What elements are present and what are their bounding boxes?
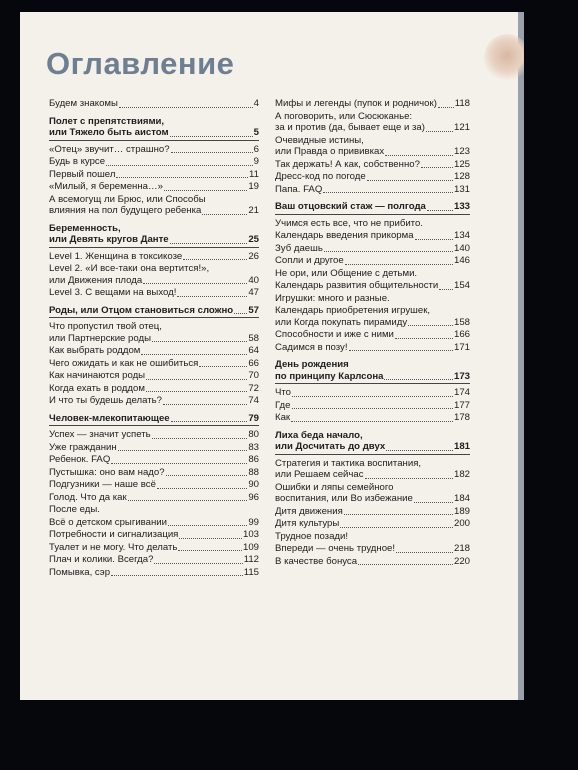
toc-page-number: 57 — [248, 304, 259, 316]
toc-entry — [275, 305, 470, 328]
toc-leader-dots — [157, 488, 247, 489]
toc-entry-text: Папа. FAQ — [275, 183, 323, 195]
toc-leader-dots — [111, 463, 247, 464]
toc-entry — [49, 144, 259, 156]
toc-entry — [49, 504, 259, 516]
toc-page-number: 25 — [248, 234, 259, 245]
toc-leader-dots — [345, 264, 453, 265]
toc-entry-text: После еды. — [49, 504, 100, 515]
toc-entry-text: Level 3. С вещами на выход! — [49, 287, 177, 298]
toc-page-number: 189 — [453, 505, 470, 517]
toc-leader-dots — [178, 550, 242, 551]
toc-entry-text: Дитя движения — [275, 505, 343, 517]
toc-page-number: 70 — [248, 370, 259, 381]
toc-section-heading — [275, 430, 470, 455]
toc-page-number: 154 — [453, 280, 470, 291]
toc-column-left — [49, 98, 259, 579]
toc-entry — [275, 184, 470, 196]
toc-entry — [275, 342, 470, 354]
toc-page-number: 96 — [248, 491, 259, 503]
toc-entry — [49, 321, 259, 344]
toc-entry-text: Где — [275, 399, 291, 411]
toc-page-number: 5 — [253, 127, 259, 138]
toc-entry — [49, 181, 259, 193]
toc-entry-text: Потребности и сигнализация — [49, 529, 179, 540]
toc-leader-dots — [168, 525, 247, 526]
toc-entry-text: Подгузники — наше всё — [49, 479, 156, 490]
toc-page-number: 166 — [453, 329, 470, 340]
toc-leader-dots — [385, 155, 453, 156]
toc-leader-dots — [146, 379, 247, 380]
toc-entry — [275, 329, 470, 341]
toc-entry-text: влияния на пол будущего ребенка — [49, 205, 202, 216]
toc-entry — [49, 98, 259, 110]
toc-leader-dots — [291, 421, 453, 422]
toc-leader-dots — [116, 177, 248, 178]
toc-page-number: 11 — [249, 168, 259, 180]
toc-entry-text: Будем знакомы — [49, 98, 118, 109]
toc-leader-dots — [141, 354, 247, 355]
toc-leader-dots — [119, 107, 253, 108]
toc-entry — [275, 171, 470, 183]
toc-entry-text: Чего ожидать и как не ошибиться — [49, 357, 199, 369]
page-stain — [484, 34, 524, 82]
toc-entry-text: Роды, или Отцом становиться сложно — [49, 304, 234, 316]
toc-entry — [275, 556, 470, 568]
toc-entry-text: «Милый, я беременна…» — [49, 181, 163, 192]
toc-page-number: 86 — [248, 454, 259, 465]
toc-page-number: 112 — [243, 554, 259, 565]
toc-entry-text: Стратегия и тактика воспитания, — [275, 457, 422, 469]
toc-entry-text: воспитания, или Во избежание — [275, 493, 413, 504]
toc-page-number: 99 — [248, 516, 259, 528]
toc-page-number: 9 — [253, 156, 259, 167]
toc-leader-dots — [386, 450, 453, 451]
toc-entry-text: Зуб даешь — [275, 242, 323, 254]
toc-page-number: 21 — [248, 205, 259, 216]
page-title: Оглавление — [46, 46, 235, 81]
toc-entry-text: Мифы и легенды (пупок и родничок) — [275, 98, 437, 109]
toc-page-number: 4 — [253, 98, 259, 109]
toc-entry — [49, 454, 259, 466]
toc-leader-dots — [170, 243, 248, 244]
toc-entry-text: Так держать! А как, собственно? — [275, 158, 420, 170]
toc-entry-text: или Тяжело быть аистом — [49, 127, 169, 138]
toc-entry-text: Будь в курсе — [49, 156, 106, 167]
toc-entry — [49, 169, 259, 181]
toc-entry — [49, 156, 259, 168]
toc-entry — [275, 458, 470, 481]
toc-leader-dots — [292, 396, 453, 397]
toc-leader-dots — [106, 165, 253, 166]
toc-leader-dots — [152, 438, 248, 439]
toc-entry — [275, 518, 470, 530]
toc-entry-text: Лиха беда начало, — [275, 429, 363, 441]
toc-page-number: 123 — [453, 146, 470, 157]
toc-entry-text: Дитя культуры — [275, 518, 340, 529]
toc-page-number: 125 — [453, 158, 470, 170]
toc-entry — [275, 482, 470, 505]
toc-section-heading — [49, 305, 259, 319]
toc-entry-text: Level 1. Женщина в токсикозе — [49, 250, 183, 262]
toc-leader-dots — [171, 421, 248, 422]
toc-entry — [49, 467, 259, 479]
toc-leader-dots — [163, 404, 247, 405]
toc-page-number: 171 — [453, 341, 470, 353]
toc-page-number: 121 — [453, 122, 470, 133]
toc-leader-dots — [118, 450, 248, 451]
toc-section-heading — [275, 201, 470, 215]
toc-entry — [49, 395, 259, 407]
toc-entry — [275, 218, 470, 230]
toc-entry — [275, 230, 470, 242]
toc-page-number: 83 — [248, 441, 259, 453]
toc-entry-text: А поговорить, или Сюсюканье: — [275, 110, 413, 122]
toc-page-number: 181 — [453, 441, 470, 452]
toc-leader-dots — [179, 538, 242, 539]
toc-page-number: 79 — [248, 412, 259, 424]
toc-entry-text: Голод. Что да как — [49, 491, 127, 503]
toc-leader-dots — [395, 338, 453, 339]
toc-entry — [49, 370, 259, 382]
toc-leader-dots — [154, 563, 242, 564]
toc-entry — [49, 492, 259, 504]
toc-leader-dots — [171, 152, 253, 153]
toc-entry-text: Не ори, или Общение с детьми. — [275, 267, 418, 279]
toc-entry — [275, 543, 470, 555]
toc-entry-text: Впереди — очень трудное! — [275, 543, 396, 554]
toc-entry-text: Как — [275, 412, 291, 423]
toc-entry-text: или Досчитать до двух — [275, 441, 386, 452]
toc-leader-dots — [199, 366, 247, 367]
toc-leader-dots — [427, 210, 453, 211]
toc-entry-text: Туалет и не могу. Что делать — [49, 541, 178, 553]
toc-page-number: 134 — [453, 230, 470, 241]
toc-leader-dots — [183, 259, 247, 260]
toc-leader-dots — [439, 289, 453, 290]
toc-entry-text: Ребенок. FAQ — [49, 454, 111, 465]
toc-page-number: 118 — [454, 98, 470, 109]
toc-entry — [275, 293, 470, 305]
toc-page-number: 19 — [248, 181, 259, 192]
toc-entry — [49, 554, 259, 566]
toc-entry — [49, 251, 259, 263]
toc-entry-text: Всё о детском срыгивании — [49, 516, 168, 528]
toc-leader-dots — [166, 475, 248, 476]
toc-leader-dots — [128, 500, 248, 501]
toc-leader-dots — [414, 502, 453, 503]
toc-leader-dots — [146, 391, 247, 392]
toc-entry-text: Способности и иже с ними — [275, 329, 394, 340]
toc-page-number: 90 — [248, 479, 259, 490]
toc-section-heading — [49, 223, 259, 248]
toc-leader-dots — [202, 214, 247, 215]
toc-entry-text: за и против (да, бывает еще и за) — [275, 122, 425, 133]
toc-entry — [275, 412, 470, 424]
toc-entry-text: Учимся есть все, что не прибито. — [275, 217, 423, 229]
toc-page-number: 220 — [453, 555, 470, 567]
toc-entry — [275, 400, 470, 412]
toc-entry — [275, 159, 470, 171]
toc-entry-text: или Когда покупать пирамиду — [275, 316, 408, 328]
toc-page-number: 72 — [248, 382, 259, 394]
toc-entry — [49, 383, 259, 395]
toc-entry-text: Календарь развития общительности — [275, 280, 439, 291]
toc-entry-text: по принципу Карлсона — [275, 370, 384, 382]
toc-leader-dots — [408, 325, 453, 326]
toc-entry-text: или Решаем сейчас — [275, 469, 364, 480]
toc-entry — [275, 387, 470, 399]
toc-leader-dots — [324, 251, 453, 252]
toc-entry-text: Игрушки: много и разные. — [275, 292, 390, 304]
toc-entry — [49, 479, 259, 491]
toc-entry — [49, 287, 259, 299]
toc-leader-dots — [164, 190, 247, 191]
toc-leader-dots — [367, 180, 453, 181]
toc-page-number: 174 — [453, 387, 470, 398]
toc-entry-text: Как начинаются роды — [49, 370, 146, 381]
toc-entry — [275, 280, 470, 292]
toc-section-heading — [275, 359, 470, 384]
toc-leader-dots — [438, 107, 454, 108]
toc-leader-dots — [152, 341, 247, 342]
toc-leader-dots — [344, 514, 453, 515]
toc-entry — [275, 135, 470, 158]
toc-entry — [49, 263, 259, 286]
toc-entry-text: или Правда о прививках — [275, 146, 385, 157]
toc-leader-dots — [358, 564, 453, 565]
toc-page-number: 184 — [453, 493, 470, 504]
toc-entry — [49, 567, 259, 579]
toc-page-number: 109 — [242, 541, 259, 553]
toc-leader-dots — [340, 527, 453, 528]
toc-page-number: 6 — [253, 143, 259, 155]
toc-page-number: 26 — [248, 250, 259, 262]
toc-leader-dots — [177, 296, 247, 297]
toc-entry-text: Человек-млекопитающее — [49, 412, 170, 424]
toc-page-number: 158 — [453, 316, 470, 328]
toc-entry-text: или Девять кругов Данте — [49, 234, 169, 245]
toc-column-right — [275, 98, 470, 568]
toc-entry — [49, 529, 259, 541]
toc-leader-dots — [323, 192, 453, 193]
toc-leader-dots — [421, 167, 453, 168]
toc-page-number: 177 — [453, 399, 470, 411]
toc-page-number: 146 — [453, 255, 470, 266]
toc-page-number: 182 — [453, 469, 470, 480]
toc-entry-text: Полет с препятствиями, — [49, 115, 165, 127]
toc-entry — [49, 429, 259, 441]
toc-entry-text: Помывка, сэр — [49, 566, 111, 578]
toc-page-number: 103 — [242, 529, 259, 540]
toc-leader-dots — [349, 350, 453, 351]
toc-page-number: 66 — [248, 357, 259, 369]
toc-entry — [49, 442, 259, 454]
toc-entry-text: Как выбрать роддом — [49, 345, 141, 356]
toc-entry-text: или Движения плода — [49, 274, 143, 286]
toc-entry-text: Календарь введения прикорма — [275, 230, 414, 241]
toc-entry — [275, 255, 470, 267]
toc-entry-text: Что — [275, 387, 292, 398]
toc-entry-text: Пустышка: оно вам надо? — [49, 466, 165, 478]
toc-entry-text: Первый пошел — [49, 168, 116, 180]
toc-leader-dots — [234, 313, 247, 314]
toc-leader-dots — [365, 478, 453, 479]
toc-page-number: 40 — [248, 274, 259, 286]
toc-entry-text: День рождения — [275, 359, 349, 370]
toc-entry-text: Садимся в позу! — [275, 341, 348, 353]
toc-entry-text: Level 2. «И все-таки она вертится!», — [49, 263, 210, 274]
toc-page-number: 200 — [453, 518, 470, 529]
toc-leader-dots — [292, 408, 453, 409]
toc-leader-dots — [170, 136, 253, 137]
toc-entry-text: А всемогущ ли Брюс, или Способы — [49, 193, 206, 205]
toc-leader-dots — [143, 283, 247, 284]
toc-leader-dots — [426, 131, 453, 132]
toc-entry-text: Ваш отцовский стаж — полгода — [275, 201, 426, 212]
toc-page-number: 218 — [453, 543, 470, 554]
toc-page-number: 140 — [453, 242, 470, 254]
toc-section-heading — [49, 116, 259, 141]
toc-leader-dots — [415, 239, 453, 240]
toc-entry — [49, 358, 259, 370]
toc-entry — [49, 194, 259, 217]
toc-leader-dots — [111, 575, 243, 576]
toc-entry — [275, 531, 470, 543]
toc-leader-dots — [396, 552, 453, 553]
toc-leader-dots — [384, 379, 453, 380]
toc-page-number: 64 — [248, 345, 259, 356]
toc-entry-text: В качестве бонуса — [275, 555, 358, 567]
toc-entry-text: Трудное позади! — [275, 530, 349, 542]
toc-entry-text: И что ты будешь делать? — [49, 395, 162, 406]
toc-page-number: 58 — [248, 332, 259, 344]
toc-entry-text: Дресс-код по погоде — [275, 171, 366, 182]
toc-section-heading — [49, 413, 259, 427]
toc-entry-text: Сопли и другое — [275, 255, 344, 266]
toc-page-number: 178 — [453, 412, 470, 423]
toc-page-number: 133 — [453, 201, 470, 212]
toc-page-number: 74 — [248, 395, 259, 406]
toc-entry — [275, 243, 470, 255]
toc-page-number: 131 — [453, 183, 470, 195]
toc-entry — [275, 268, 470, 280]
toc-entry-text: Что пропустил твой отец, — [49, 321, 162, 332]
toc-page-number: 173 — [453, 370, 470, 382]
toc-entry — [275, 98, 470, 110]
toc-entry-text: Когда ехать в роддом — [49, 382, 145, 394]
toc-entry — [49, 542, 259, 554]
toc-page-number: 128 — [453, 171, 470, 182]
toc-entry-text: Календарь приобретения игрушек, — [275, 305, 431, 316]
toc-page-number: 88 — [248, 466, 259, 478]
toc-entry-text: Беременность, — [49, 222, 121, 234]
toc-entry-text: Очевидные истины, — [275, 134, 364, 146]
toc-entry — [49, 517, 259, 529]
toc-entry — [275, 111, 470, 134]
toc-entry-text: Ошибки и ляпы семейного — [275, 481, 394, 493]
toc-page-number: 47 — [248, 287, 259, 298]
toc-entry — [49, 345, 259, 357]
toc-entry-text: или Партнерские роды — [49, 332, 152, 344]
toc-entry-text: Успех — значит успеть — [49, 429, 151, 440]
toc-page-number: 80 — [248, 429, 259, 440]
toc-entry-text: «Отец» звучит… страшно? — [49, 143, 170, 155]
toc-entry — [275, 506, 470, 518]
toc-entry-text: Плач и колики. Всегда? — [49, 554, 154, 565]
toc-entry-text: Уже гражданин — [49, 441, 117, 453]
toc-page-number: 115 — [243, 566, 259, 578]
